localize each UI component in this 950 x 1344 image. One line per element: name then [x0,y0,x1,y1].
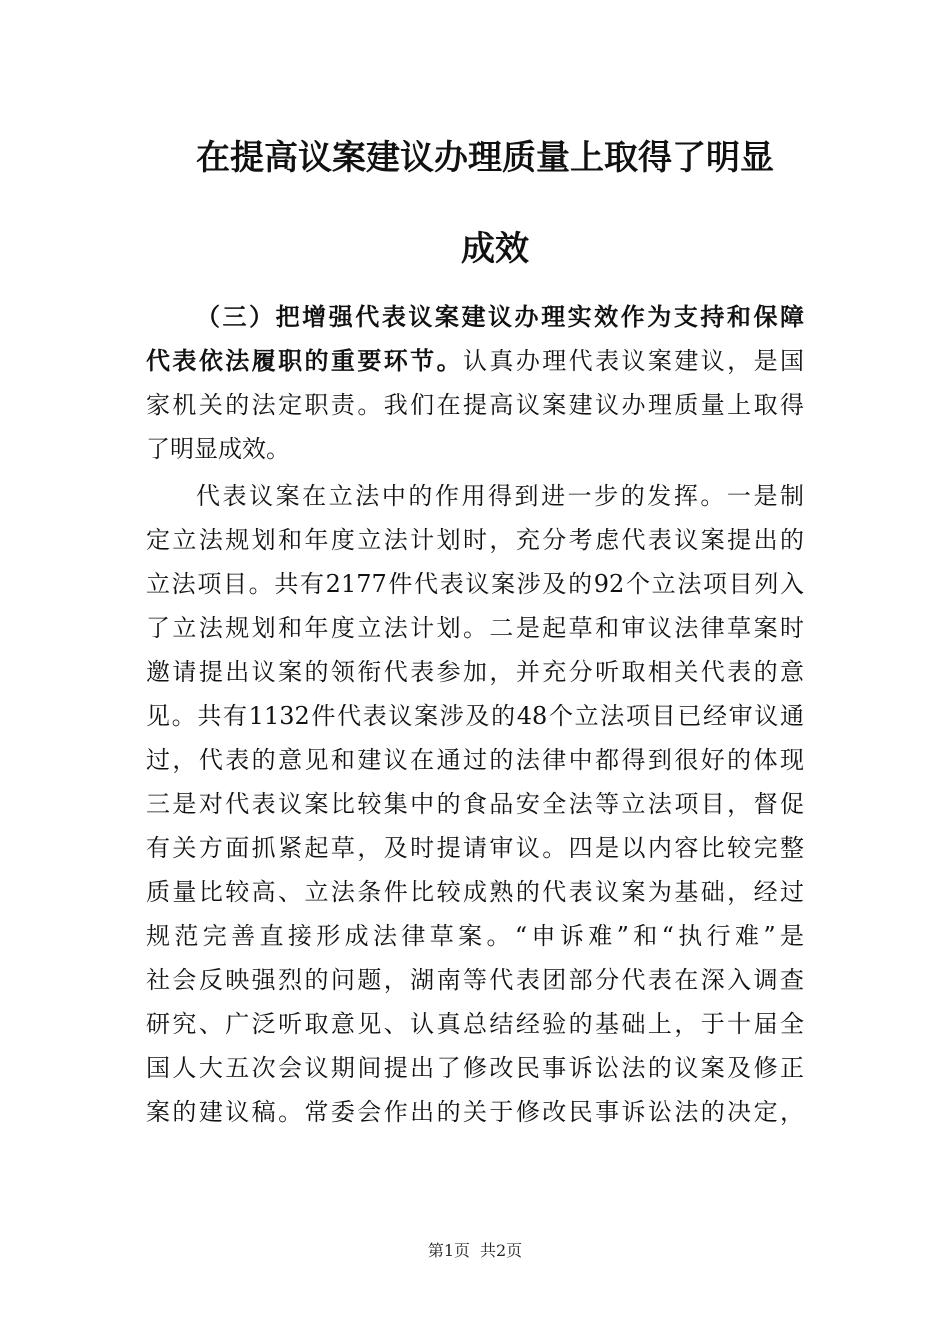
paragraph-1-line-2-text: 认真办理代表议案建议，是国 [463,347,804,375]
page-total: 共2页 [480,1241,523,1260]
paragraph-2-line: 国人大五次会议期间提出了修改民事诉讼法的议案及修正 [146,1054,804,1082]
paragraph-1-line-2 [146,341,804,381]
paragraph-2-line: 过，代表的意见和建议在通过的法律中都得到很好的体现 [146,746,804,774]
paragraph-2-line: 代表议案在立法中的作用得到进一步的发挥。一是制 [196,482,804,510]
paragraph-2-line: 三是对代表议案比较集中的食品安全法等立法项目，督促 [146,790,804,818]
paragraph-1-line-4: 了明显成效。 [146,435,290,463]
paragraph-2-line: 研究、广泛听取意见、认真总结经验的基础上，于十届全 [146,1010,804,1038]
paragraph-2-line: 定立法规划和年度立法计划时，充分考虑代表议案提出的 [146,526,804,554]
paragraph-1-line-1: （三）把增强代表议案建议办理实效作为支持和保障 [196,303,804,331]
document-title-line-1: 在提高议案建议办理质量上取得了明显 [196,138,774,178]
paragraph-1-line-3: 家机关的法定职责。我们在提高议案建议办理质量上取得 [146,391,804,419]
paragraph-1-heading-end: 代表依法履职的重要环节。 [146,347,463,375]
document-title-line-2: 成效 [461,229,529,269]
paragraph-2-line: 案的建议稿。常委会作出的关于修改民事诉讼法的决定， [146,1098,804,1126]
paragraph-2-line: 邀请提出议案的领衔代表参加，并充分听取相关代表的意 [146,658,804,686]
paragraph-2-line: 立法项目。共有2177件代表议案涉及的92个立法项目列入 [146,570,804,598]
paragraph-2-line: 有关方面抓紧起草，及时提请审议。四是以内容比较完整 [146,834,804,862]
paragraph-2-line: 质量比较高、立法条件比较成熟的代表议案为基础，经过 [146,878,804,906]
page-footer [0,1241,950,1261]
paragraph-2-line: 见。共有1132件代表议案涉及的48个立法项目已经审议通 [146,702,804,730]
paragraph-2-line: 了立法规划和年度立法计划。二是起草和审议法律草案时 [146,614,804,642]
paragraph-2-line: 社会反映强烈的问题，湖南等代表团部分代表在深入调查 [146,966,804,994]
paragraph-2-line: 规范完善直接形成法律草案。“申诉难”和“执行难”是 [146,922,804,950]
page-number: 第1页 [427,1241,470,1260]
